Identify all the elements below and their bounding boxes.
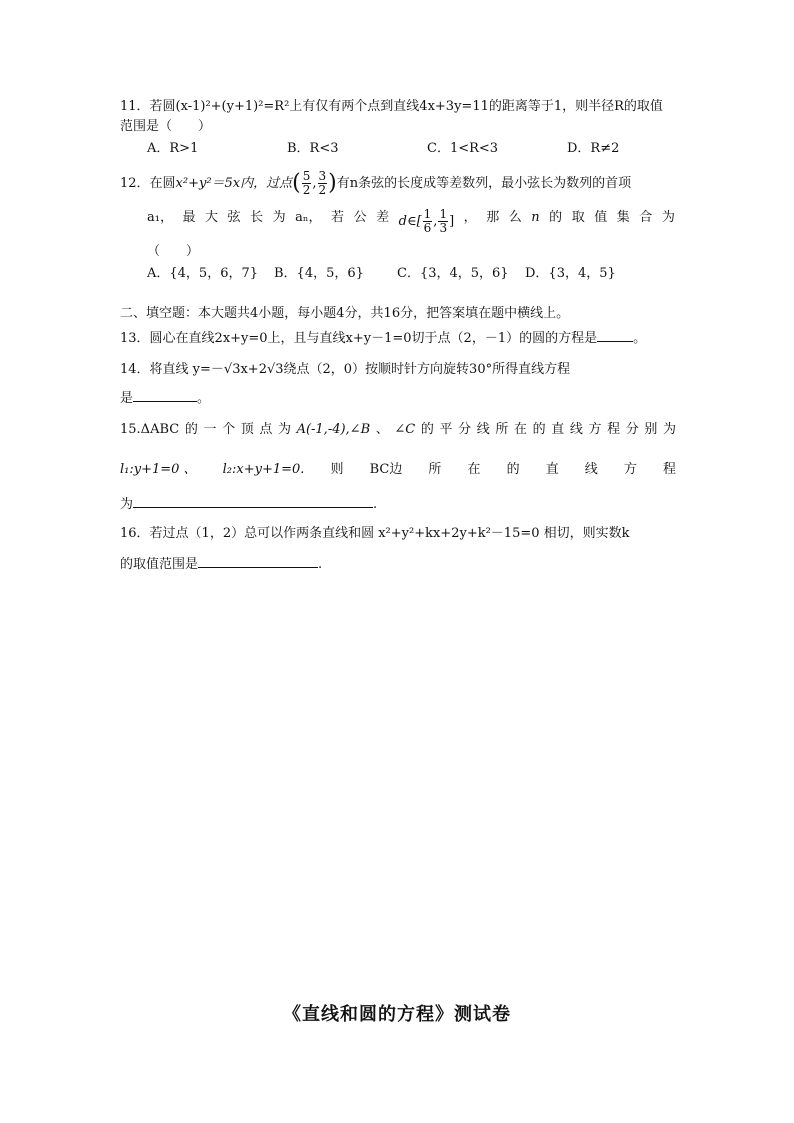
q15-l2-w1: l₂:x+y+1=0.: [222, 462, 305, 477]
q15-w6: 为: [277, 422, 291, 437]
q15-w2: 一: [203, 422, 217, 437]
q14-line2-text: 是: [120, 391, 134, 406]
q15-w16: 的: [532, 422, 546, 437]
q12-w6: aₙ，: [295, 210, 322, 225]
q12-point-y: [318, 170, 328, 197]
q15-line3: [120, 494, 377, 515]
q15-w3: 个: [222, 422, 236, 437]
q15-w5: 点: [259, 422, 273, 437]
q12-option-c: C．{3，4，5，6}: [397, 266, 509, 281]
q12-w14: n: [531, 210, 540, 225]
q12-w1: 最: [182, 210, 196, 225]
q12-point-x-den: 2: [302, 183, 311, 197]
q12-line2: [147, 208, 675, 235]
q12-w10: d∈[: [398, 214, 422, 229]
q13-answer-blank[interactable]: [597, 328, 633, 342]
q16-line2-text: 的取值范围是: [120, 557, 199, 572]
q15-answer-blank[interactable]: [133, 494, 373, 508]
q15-w8: 、: [375, 422, 389, 437]
q12-option-a: A．{4，5，6，7}: [147, 266, 259, 281]
q12-option-d: D．{3，4，5}: [525, 266, 616, 281]
q12-w20: 为: [661, 210, 675, 225]
q11-option-d: D．R≠2: [567, 141, 620, 156]
q12-w11: ，: [463, 210, 477, 225]
q15-w19: 方: [588, 422, 602, 437]
q15-w17: 直: [551, 422, 565, 437]
q12-w19: 合: [639, 210, 653, 225]
q15-w1: 的: [184, 422, 198, 437]
q15-w14: 所: [495, 422, 509, 437]
q12-w18: 集: [616, 210, 630, 225]
q15-l2-w8: 线: [584, 462, 598, 477]
q12-w16: 取: [571, 210, 585, 225]
q12-w2: 大: [205, 210, 219, 225]
q14-answer-blank[interactable]: [133, 388, 197, 402]
q12-paren-open: (: [292, 170, 301, 196]
q12-option-b: B．{4，5，6}: [274, 266, 364, 281]
q11-option-a: A．R>1: [147, 141, 199, 156]
q12-d-high: [438, 208, 448, 235]
q15-l2-w3: BC边: [369, 462, 403, 477]
q12-w13: 么: [508, 210, 522, 225]
q15-w18: 线: [569, 422, 583, 437]
q15-w0: 15.ΔABC: [120, 422, 180, 437]
q13-end: 。: [633, 331, 647, 346]
q12-rest: 有n条弦的长度成等差数列，最小弦长为数列的首项: [336, 176, 632, 191]
q15-l2-w4: 所: [428, 462, 442, 477]
q11-line1: 11．若圆(x-1)²+(y+1)²=R²上有仅有两个点到直线4x+3y=11的距离等于1，则半径R的取值: [120, 99, 663, 114]
q12-point-y-num: 3: [318, 169, 327, 183]
q12-w15: 的: [549, 210, 563, 225]
q15-line1: [120, 420, 676, 440]
q12-w12: 那: [486, 210, 500, 225]
q15-w7: A(-1,-4),∠B: [296, 422, 371, 437]
q15-l2-w7: 直: [545, 462, 559, 477]
q12-d-high-num: 1: [439, 207, 448, 221]
exam-title: 《直线和圆的方程》测试卷: [283, 1004, 511, 1025]
q12-prefix: 12．在圆: [120, 176, 176, 191]
q15-w4: 顶: [240, 422, 254, 437]
q15-w13: 线: [476, 422, 490, 437]
q13-line: [120, 328, 646, 349]
q12-w0: a₁，: [147, 210, 173, 225]
q16-line2: [120, 554, 322, 575]
q15-w11: 平: [439, 422, 453, 437]
q15-w12: 分: [458, 422, 472, 437]
q11-line2: 范围是（ ）: [120, 119, 212, 134]
q12-line1: 12．在圆x²+y²＝5x内，过点( $\frac{5}{2}$ , $\frac{3}{2}$ )有n条弦的长度成等差数列，最小弦长为数列的首项: [120, 169, 632, 197]
section2-heading: 二、填空题：本大题共4小题，每小题4分，共16分，把答案填在题中横线上。: [120, 306, 570, 321]
q11-option-b: B．R<3: [287, 141, 339, 156]
q12-circle: x²+y²＝5x内，过点: [175, 176, 293, 191]
q15-w10: 的: [420, 422, 434, 437]
q15-l2-w6: 的: [506, 462, 520, 477]
q12-point-x-num: 5: [302, 169, 311, 183]
q15-end: .: [373, 497, 378, 512]
q12-paren-close: ): [328, 170, 337, 196]
q12-w3: 弦: [227, 210, 241, 225]
q12-w17: 值: [594, 210, 608, 225]
q14-line1: 14．将直线 y=－√3x+2√3绕点（2，0）按顺时针方向旋转30°所得直线方程: [120, 362, 571, 377]
q16-answer-blank[interactable]: [198, 554, 318, 568]
q15-w20: 程: [607, 422, 621, 437]
q16-end: .: [318, 557, 323, 572]
q12-d-low-den: 6: [423, 221, 432, 235]
q12-w7: 若: [331, 210, 345, 225]
q15-line3-text: 为: [120, 497, 134, 512]
q15-l2-w9: 方: [623, 462, 637, 477]
q15-l2-w5: 在: [467, 462, 481, 477]
q12-d-low-num: 1: [423, 207, 432, 221]
q12-w9: 差: [376, 210, 390, 225]
q15-l2-w10: 程: [662, 462, 676, 477]
q15-w22: 别: [644, 422, 658, 437]
q15-l2-w0: l₁:y+1=0 、: [120, 462, 197, 477]
q12-d-high-den: 3: [439, 221, 448, 235]
q11-option-c: C．1<R<3: [427, 141, 499, 156]
q14-end: 。: [197, 391, 211, 406]
q15-w15: 在: [513, 422, 527, 437]
q15-w9: ∠C: [394, 422, 416, 437]
q15-w21: 分: [625, 422, 639, 437]
q12-w4: 长: [250, 210, 264, 225]
q12-d-range: d∈[ $\frac{1}{6}$ , $\frac{1}{3}$ ]: [398, 207, 455, 235]
q15-l2-w2: 则: [330, 462, 344, 477]
q12-w8: 公: [353, 210, 367, 225]
q12-d-low: [423, 208, 433, 235]
q12-point-y-den: 2: [318, 183, 327, 197]
q15-w23: 为: [662, 422, 676, 437]
q13-text: 13．圆心在直线2x+y=0上，且与直线x+y－1=0切于点（2，－1）的圆的方程是: [120, 331, 598, 346]
q14-line2: [120, 388, 210, 409]
q12-w5: 为: [272, 210, 286, 225]
q15-line2: [120, 460, 676, 480]
q16-line1: 16．若过点（1，2）总可以作两条直线和圆 x²+y²+kx+2y+k²－15=0 相切，则实数k: [120, 526, 630, 541]
q12-point-x: [302, 170, 312, 197]
q12-line3: （ ）: [147, 244, 200, 259]
